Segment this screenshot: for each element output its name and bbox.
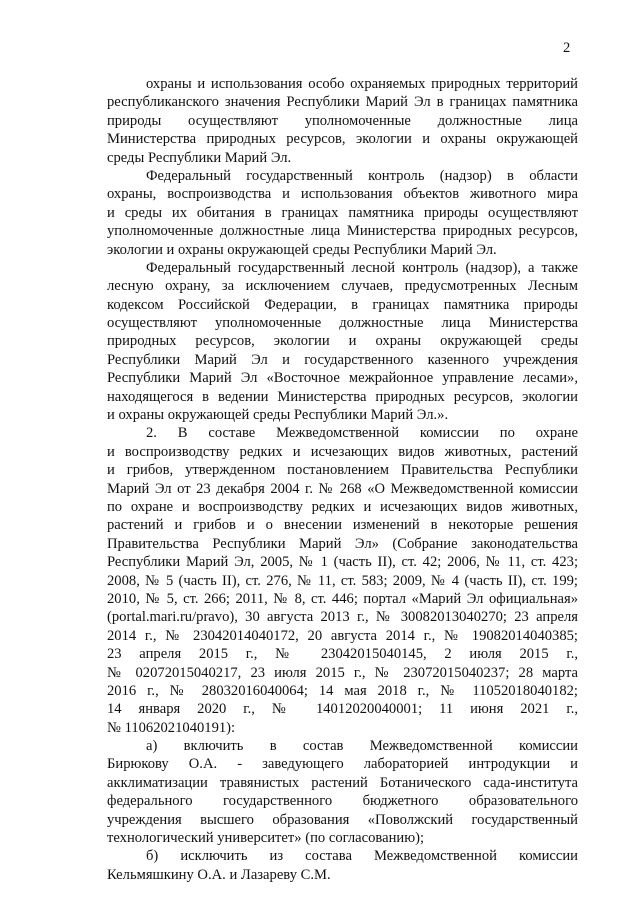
paragraph-line: № 11062021040191):: [107, 719, 236, 736]
paragraph-line: и грибов, утвержденном постановлением Правительства Республики: [107, 462, 578, 479]
paragraph-line: акклиматизации травянистых растений Ботанического сада-института: [107, 774, 578, 791]
paragraph-line: а) включить в состав Межведомственной комиссии: [146, 738, 578, 755]
paragraph-line: Федеральный государственный контроль (надзор) в области: [146, 167, 578, 184]
document-body: [107, 75, 578, 884]
paragraph-line: технологический университет» (по согласованию);: [107, 830, 425, 847]
paragraph-line: и охраны окружающей среды Республики Марий Эл.».: [107, 407, 449, 424]
paragraph-line: Федеральный государственный лесной контроль (надзор), а также: [146, 259, 578, 276]
page-number: 2: [563, 40, 571, 56]
paragraph-line: Республики Марий Эл и государственного казенного учреждения: [107, 351, 578, 368]
paragraph-line: Марий Эл от 23 декабря 2004 г. № 268 «О Межведомственной комиссии: [107, 480, 578, 497]
paragraph-line: № 02072015040217, 23 июля 2015 г., № 23072015040237; 28 марта: [107, 664, 578, 681]
paragraph-line: (portal.mari.ru/pravo), 30 августа 2013 г., № 30082013040270; 23 апреля: [107, 609, 578, 626]
paragraph-line: Бирюкову О.А. - заведующего лабораторией интродукции и: [107, 756, 578, 773]
paragraph-line: экологии и охраны окружающей среды Республики Марий Эл.: [107, 241, 497, 258]
paragraph-line: 2008, № 5 (часть II), ст. 276, № 11, ст. 583; 2009, № 4 (часть II), ст. 199;: [107, 572, 578, 589]
paragraph: [107, 424, 578, 737]
paragraph-line: 23 апреля 2015 г., № 23042015040145, 2 июля 2015 г.,: [107, 646, 578, 663]
paragraph-line: растений и грибов и о внесении изменений в некоторые решения: [107, 517, 578, 534]
paragraph-line: уполномоченные должностные лица Министерства природных ресурсов,: [107, 223, 578, 240]
paragraph-line: и воспроизводству редких и исчезающих видов животных, растений: [107, 443, 578, 460]
paragraph-line: б) исключить из состава Межведомственной комиссии: [146, 848, 578, 865]
paragraph-line: природы осуществляют уполномоченные должностные лица: [107, 112, 578, 129]
paragraph-line: осуществляют уполномоченные должностные лица Министерства: [107, 315, 578, 332]
paragraph-line: 14 января 2020 г., № 14012020040001; 11 июня 2021 г.,: [107, 701, 578, 718]
paragraph-line: 2010, № 5, ст. 266; 2011, № 8, ст. 446; портал «Марий Эл официальная»: [107, 590, 578, 607]
paragraph-line: по охране и воспроизводству редких и исчезающих видов животных,: [107, 498, 578, 515]
paragraph: [107, 167, 578, 259]
paragraph-line: 2. В составе Межведомственной комиссии по охране: [146, 425, 578, 442]
paragraph: [107, 737, 578, 847]
paragraph-line: 2016 г., № 28032016040064; 14 мая 2018 г., № 11052018040182;: [107, 682, 578, 699]
paragraph: [107, 847, 578, 884]
paragraph: [107, 259, 578, 425]
paragraph-line: учреждения высшего образования «Поволжский государственный: [107, 811, 578, 828]
paragraph-line: Правительства Республики Марий Эл» (Собрание законодательства: [107, 535, 578, 552]
paragraph-line: Кельмяшкину О.А. и Лазареву С.М.: [107, 866, 331, 883]
paragraph-line: Республики Марий Эл, 2005, № 1 (часть II), ст. 42; 2006, № 11, ст. 423;: [107, 554, 578, 571]
paragraph-line: Республики Марий Эл «Восточное межрайонное управление лесами»,: [107, 370, 578, 387]
paragraph-line: 2014 г., № 23042014040172, 20 августа 2014 г., № 19082014040385;: [107, 627, 578, 644]
paragraph-line: республиканского значения Республики Марий Эл в границах памятника: [107, 94, 578, 111]
paragraph-line: и среды их обитания в границах памятника природы осуществляют: [107, 204, 578, 221]
paragraph-line: природных ресурсов, экологии и охраны окружающей среды: [107, 333, 578, 350]
paragraph-line: федерального государственного бюджетного образовательного: [107, 793, 578, 810]
paragraph-line: охраны, воспроизводства и использования объектов животного мира: [107, 186, 578, 203]
paragraph-line: лесную охрану, за исключением случаев, предусмотренных Лесным: [107, 278, 578, 295]
paragraph-line: среды Республики Марий Эл.: [107, 149, 292, 166]
paragraph-line: находящегося в ведении Министерства природных ресурсов, экологии: [107, 388, 578, 405]
paragraph-line: Министерства природных ресурсов, экологии и охраны окружающей: [107, 131, 578, 148]
paragraph-line: охраны и использования особо охраняемых природных территорий: [146, 76, 578, 92]
paragraph-line: кодексом Российской Федерации, в границах памятника природы: [107, 296, 578, 313]
paragraph: [107, 75, 578, 167]
